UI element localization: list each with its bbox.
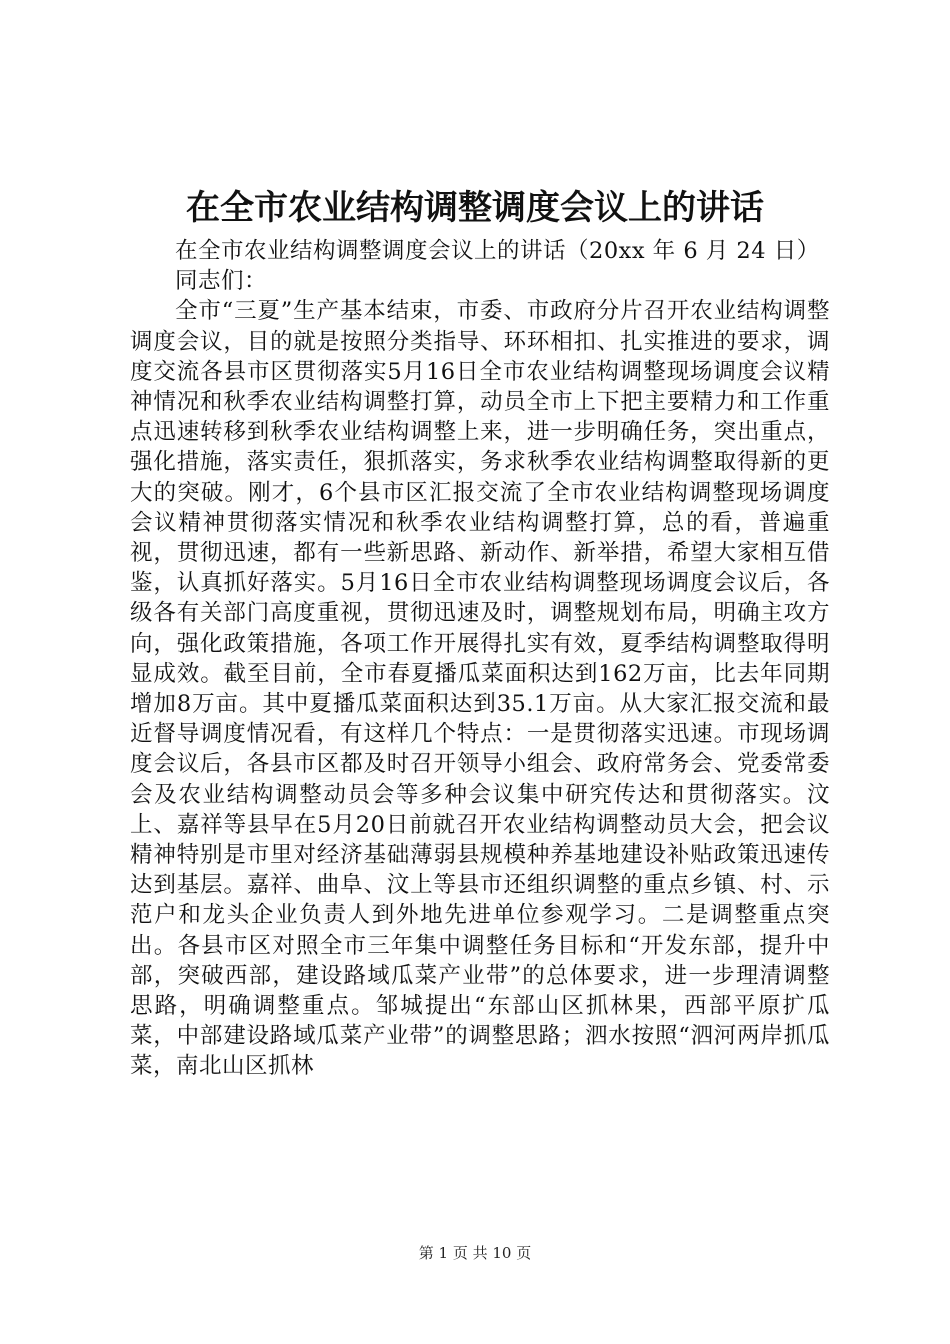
paragraph-salutation: 同志们： <box>175 268 268 295</box>
paragraph-heading-line: 在全市农业结构调整调度会议上的讲话（20xx 年 6 月 24 日） <box>175 238 820 264</box>
page-number-footer: 第 1 页 共 10 页 <box>418 1244 532 1262</box>
paragraph-main: 全市“三夏”生产基本结束，市委、市政府分片召开农业结构调整调度会议，目的就是按照分类指导、环环相扣、扎实推进的要求，调度交流各县市区贯彻落实5月16日全市农业结构调整现场调度会议精神情况和秋季农业结构调整打算，动员全市上下把主要精力和工作重点迅速转移到秋季农业结构调整上来，进一步明确任务，突出重点，强化措施，落实责任，狠抓落实，务求秋季农业结构调整取得新的更大的突破。刚才，6个县市区汇报交流了全市农业结构调整现场调度会议精神贯彻落实情况和秋季农业结构调整打算，总的看，普遍重视，贯彻迅速，都有一些新思路、新动作、新举措，希望大家相互借鉴，认真抓好落实。5月16日全市农业结构调整现场调度会议后，各级各有关部门高度重视，贯彻迅速及时，调整规划布局，明确主攻方向，强化政策措施，各项工作开展得扎实有效，夏季结构调整取得明显成效。截至目前，全市春夏播瓜菜面积达到162万亩，比去年同期增加8万亩。其中夏播瓜菜面积达到35.1万亩。从大家汇报交流和最近督导调度情况看，有这样几个特点：一是贯彻落实迅速。市现场调度会议后，各县市区都及时召开领导小组会、政府常务会、党委常委会及农业结构调整动员会等多种会议集中研究传达和贯彻落实。汶上、嘉祥等县早在5月20日前就召开农业结构调整动员大会，把会议精神特别是市里对经济基础薄弱县规模种养基地建设补贴政策迅速传达到基层。嘉祥、曲阜、汶上等县市还组织调整的重点乡镇、村、示范户和龙头企业负责人到外地先进单位参观学习。二是调整重点突出。各县市区对照全市三年集中调整任务目标和“开发东部，提升中部，突破西部，建设路域瓜菜产业带”的总体要求，进一步理清调整思路，明确调整重点。邹城提出“东部山区抓林果，西部平原扩瓜菜，中部建设路域瓜菜产业带”的调整思路；泗水按照“泗河两岸抓瓜菜，南北山区抓林 <box>130 298 830 1080</box>
document-body <box>130 236 830 1082</box>
document-title: 在全市农业结构调整调度会议上的讲话 <box>186 188 764 228</box>
